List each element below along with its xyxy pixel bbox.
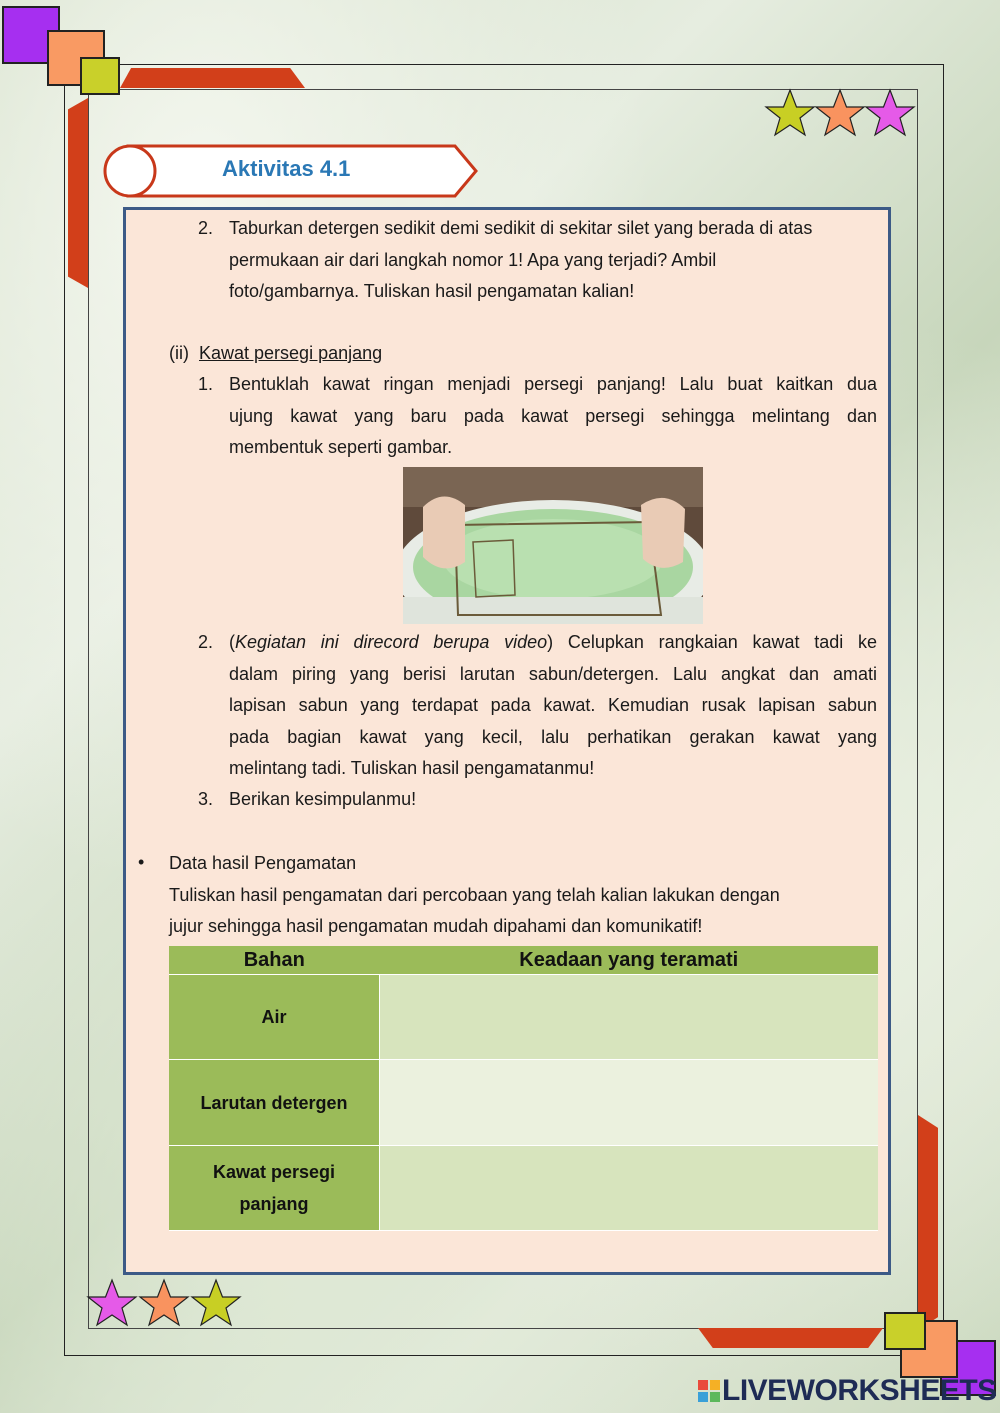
star-icon (816, 90, 864, 135)
step-number: 3. (198, 789, 214, 809)
section-marker: (ii) (169, 343, 189, 363)
star-icon (88, 1280, 136, 1325)
table-row (169, 1146, 878, 1231)
stars-top-right (760, 88, 920, 140)
column-header: Keadaan yang teramati (380, 946, 879, 975)
stars-bottom-left (86, 1278, 246, 1330)
table-row (169, 975, 878, 1060)
page-title: Aktivitas 4.1 (222, 156, 351, 181)
star-icon (140, 1280, 188, 1325)
section-heading: Kawat persegi panjang (199, 343, 383, 363)
observation-table (169, 946, 878, 1231)
yellow-square-bottom (884, 1312, 926, 1350)
answer-cell[interactable] (380, 975, 879, 1060)
step-number: 2. (198, 632, 214, 652)
top-red-bar (120, 68, 305, 88)
column-header: Bahan (169, 946, 380, 975)
star-icon (866, 90, 914, 135)
right-red-bar (918, 1115, 938, 1330)
step-text: Bentuklah kawat ringan menjadi persegi panjang! Lalu buat kaitkan dua ujung kawat yang baru pada kawat persegi sehingga melintang dan membentuk seperti gambar. (229, 374, 877, 457)
bullet: • (138, 852, 145, 872)
step-text: Taburkan detergen sedikit demi sedikit di sekitar silet yang berada di atas permukaan air dari langkah nomor 1! Apa yang terjadi? Ambil foto/gambarnya. Tuliskan hasil pengamatan kalian! (229, 218, 813, 301)
wire-frame-photo (403, 467, 703, 624)
step-number: 2. (198, 218, 214, 238)
row-label: Larutan detergen (169, 1060, 380, 1146)
answer-cell[interactable] (380, 1060, 879, 1146)
liveworksheets-logo-icon (698, 1380, 720, 1402)
star-icon (766, 90, 814, 135)
step-text: (Kegiatan ini direcord berupa video) Celupkan rangkaian kawat tadi ke dalam piring yang berisi larutan sabun/detergen. Lalu angkat dan amati lapisan sabun yang terdapat pada kawat. Kemudian rusak lapisan sabun pada bagian kawat yang kecil, lalu perhatikan gerakan kawat yang melintang tadi. Tuliskan hasil pengamatanmu! (229, 632, 877, 778)
left-red-bar (68, 98, 88, 288)
step-number: 1. (198, 374, 214, 394)
table-row (169, 1060, 878, 1146)
answer-cell[interactable] (380, 1146, 879, 1231)
italic-note: Kegiatan ini direcord berupa video (235, 632, 548, 652)
data-section-text: Data hasil Pengamatan Tuliskan hasil pengamatan dari percobaan yang telah kalian lakukan dengan jujur sehingga hasil pengamatan mudah dipahami dan komunikatif! (169, 853, 780, 936)
watermark: LIVEWORKSHEETS (722, 1374, 997, 1407)
star-icon (192, 1280, 240, 1325)
step-text: Berikan kesimpulanmu! (229, 789, 417, 809)
row-label: Air (169, 975, 380, 1060)
bottom-red-bar (698, 1328, 883, 1348)
row-label: Kawat persegi panjang (169, 1146, 380, 1231)
yellow-square-top (80, 57, 120, 95)
